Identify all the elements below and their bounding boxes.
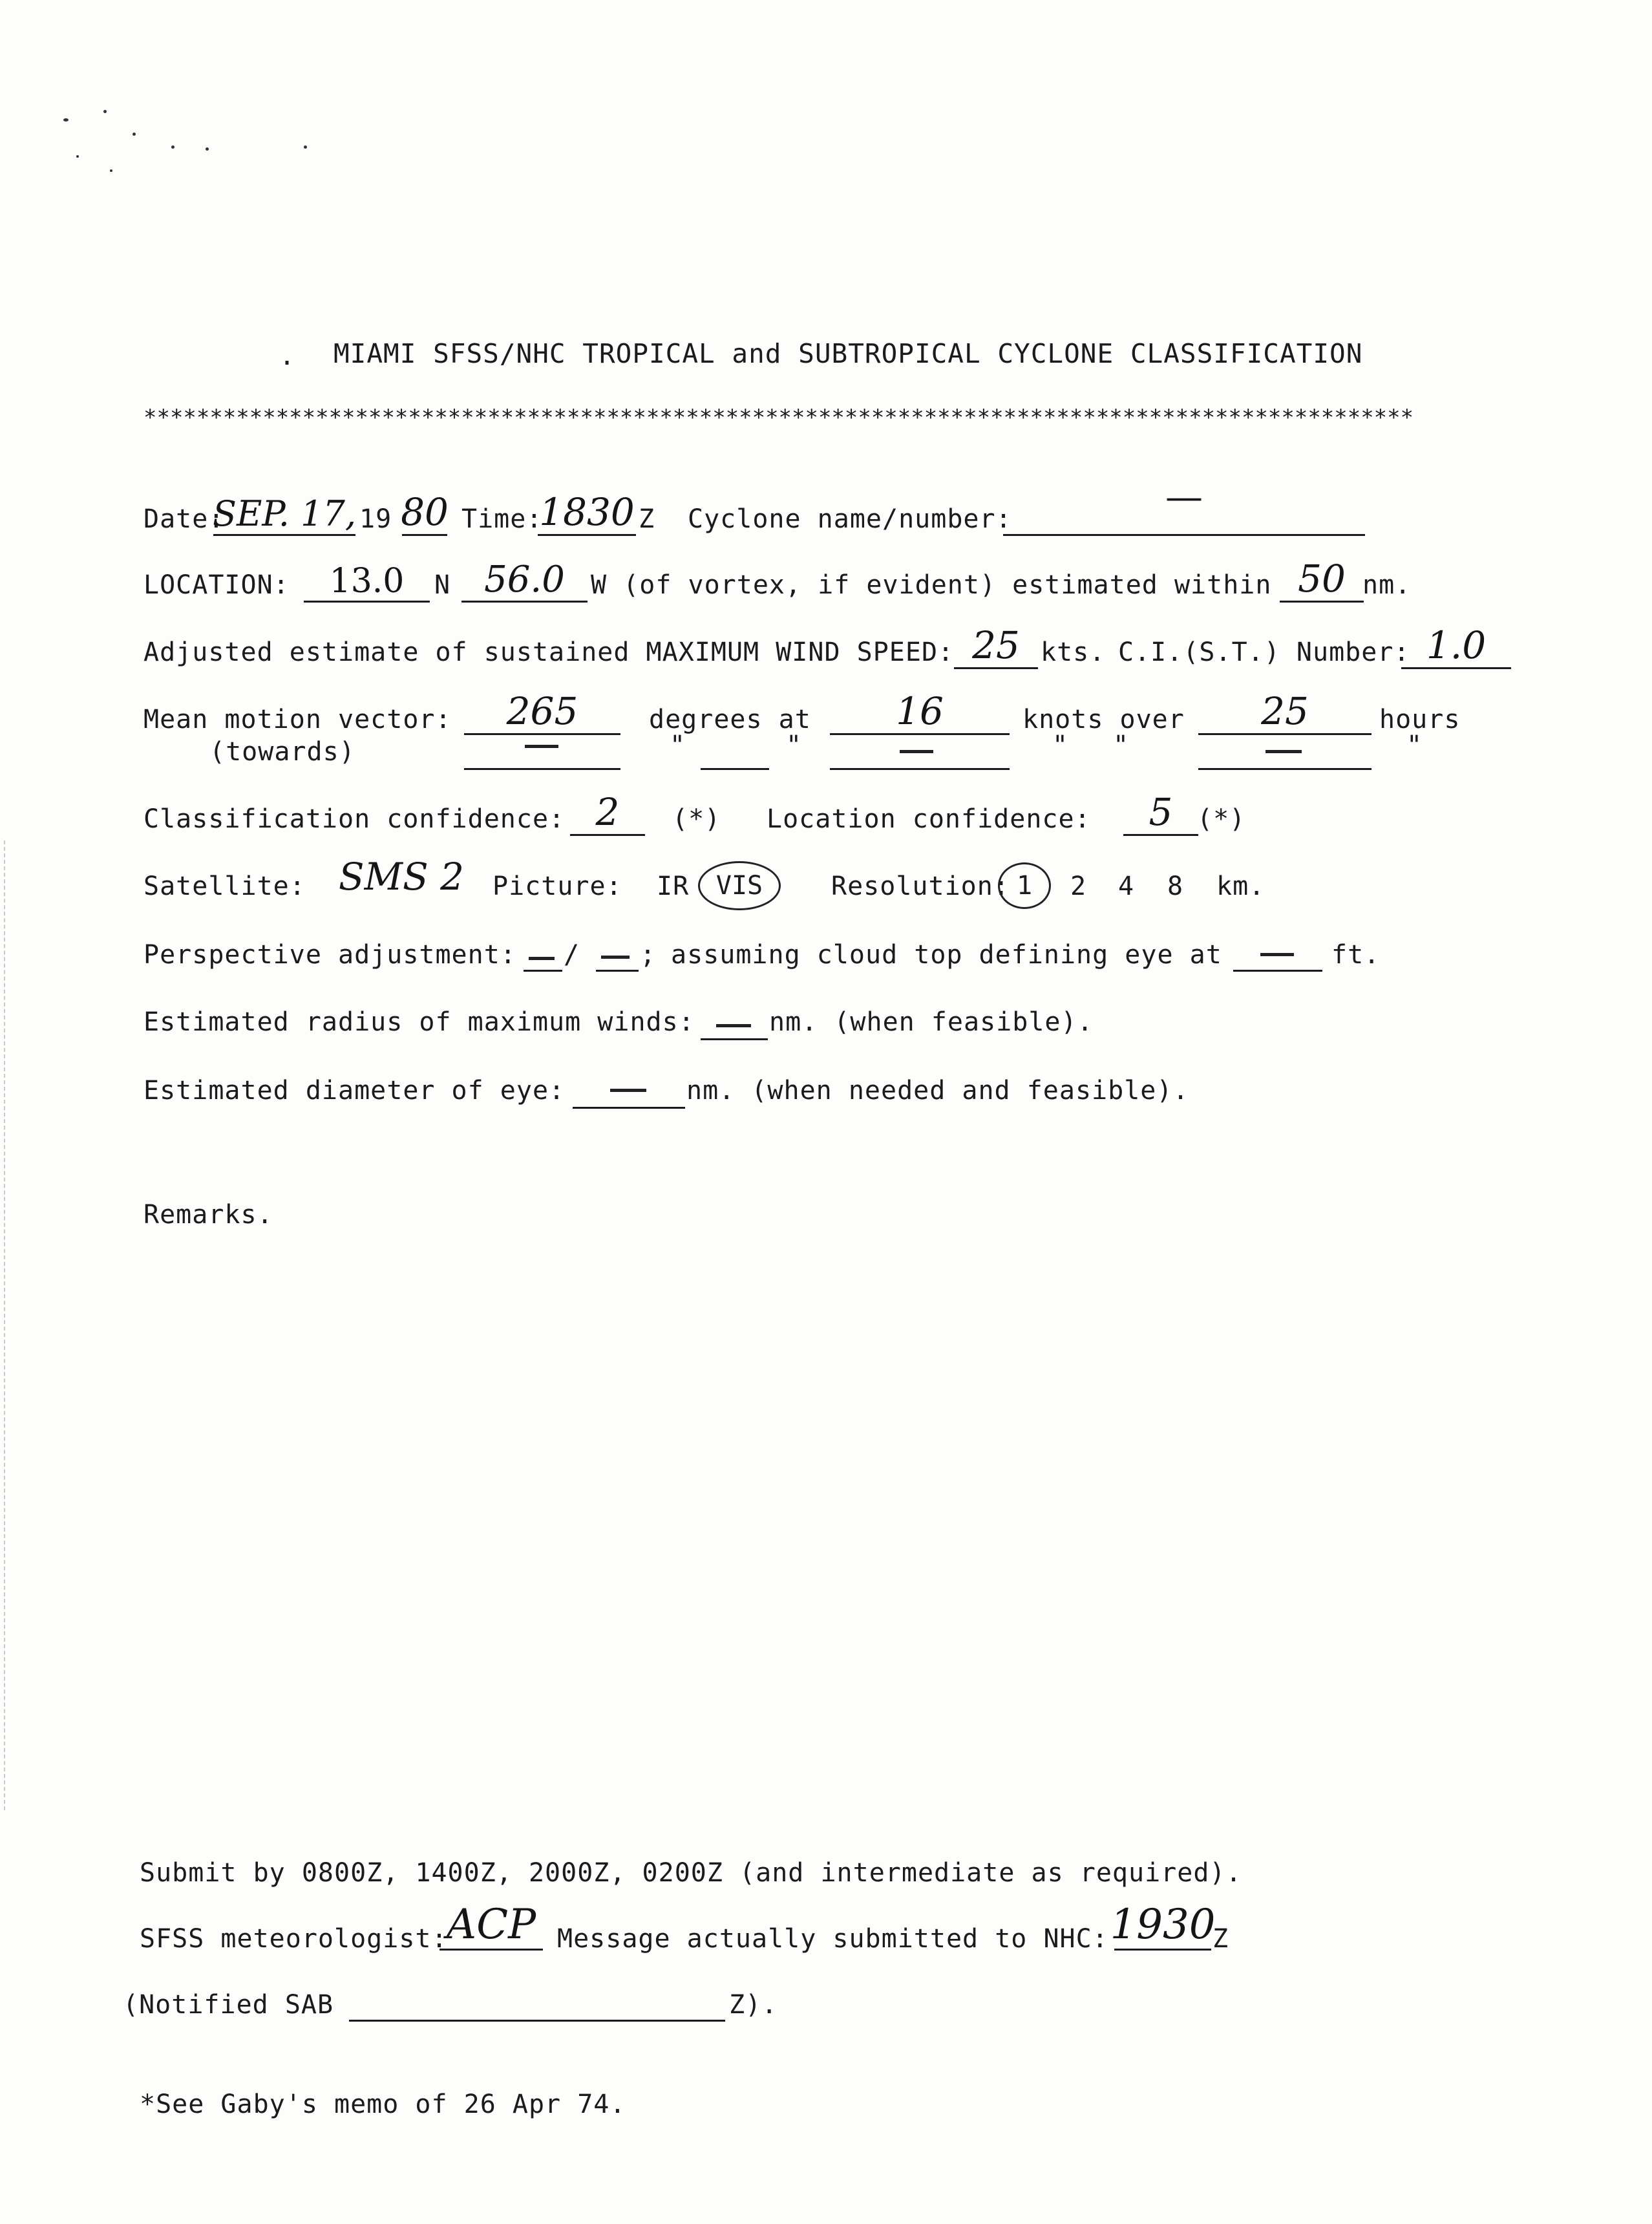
radius-dash — [716, 1024, 751, 1027]
location-asterisk: (*) — [1197, 804, 1246, 834]
form-title-dot: . — [279, 341, 296, 371]
wind-label: Adjusted estimate of sustained MAXIMUM WIND SPEED: — [143, 637, 955, 667]
perspective-slash: / — [564, 940, 580, 970]
time-field — [538, 490, 636, 536]
message-label: Message actually submitted to NHC: — [557, 1924, 1108, 1954]
cyclone-label: Cyclone name/number: — [688, 504, 1012, 534]
cloud-top-field — [1233, 970, 1322, 972]
page-speck — [206, 147, 209, 151]
cyclone-value: — — [1165, 475, 1203, 519]
diameter-field — [573, 1107, 685, 1109]
kts-label: kts. — [1041, 637, 1106, 667]
year-value: 80 — [401, 490, 449, 534]
diameter-label: Estimated diameter of eye: — [143, 1076, 566, 1106]
within-value: 50 — [1298, 557, 1346, 601]
motion-label: Mean motion vector: — [143, 705, 452, 734]
wind-speed-value: 25 — [972, 623, 1020, 667]
submit-instructions: Submit by 0800Z, 1400Z, 2000Z, 0200Z (and intermediate as required). — [140, 1858, 1242, 1888]
ditto-mark-2: " — [786, 731, 803, 760]
meteorologist-field — [439, 1901, 543, 1951]
resolution-1-circled — [998, 862, 1051, 909]
towards-hours-dash — [1265, 750, 1302, 753]
radius-field — [701, 1038, 768, 1040]
classification-confidence-field — [570, 790, 645, 836]
perspective-label: Perspective adjustment: — [143, 940, 516, 970]
cloud-top-dash — [1260, 953, 1294, 956]
towards-knots-line — [830, 768, 1010, 770]
location-confidence-label: Location confidence: — [767, 804, 1091, 834]
page-speck — [63, 118, 69, 122]
form-title: MIAMI SFSS/NHC TROPICAL and SUBTROPICAL CYCLONE CLASSIFICATION — [334, 338, 1363, 369]
motion-degrees-value: 265 — [506, 689, 578, 733]
page-speck — [132, 133, 136, 136]
classification-asterisk: (*) — [672, 804, 721, 834]
within-field — [1280, 559, 1364, 603]
page-speck — [103, 110, 107, 113]
ir-option: IR — [657, 871, 690, 901]
motion-knots-value: 16 — [896, 689, 944, 733]
motion-knots-field — [830, 689, 1010, 735]
cyclone-field — [1003, 475, 1365, 536]
remarks-label: Remarks. — [143, 1200, 273, 1230]
radius-tail: nm. (when feasible). — [769, 1007, 1094, 1037]
location-label: LOCATION: — [143, 570, 290, 600]
ditto-mark-5: " — [1406, 731, 1423, 760]
time-label: Time: — [461, 504, 543, 534]
motion-degrees-field — [464, 689, 620, 735]
towards-degrees-dash — [525, 745, 558, 748]
location-confidence-field — [1123, 790, 1198, 836]
vis-option: VIS — [715, 871, 763, 901]
time-value: 1830 — [539, 490, 635, 534]
ditto-line-1 — [701, 768, 769, 770]
perspective-dash-1 — [529, 957, 555, 960]
perspective-field-2 — [596, 970, 639, 972]
nhc-time-suffix: Z — [1213, 1924, 1229, 1954]
classification-confidence-value: 2 — [595, 790, 620, 834]
ditto-mark-3: " — [1052, 731, 1069, 760]
left-scan-edge — [4, 840, 5, 1810]
ci-label: C.I.(S.T.) Number: — [1118, 637, 1410, 667]
west-vortex-label: W (of vortex, if evident) estimated within — [591, 570, 1272, 600]
hours-label: hours — [1379, 705, 1461, 734]
towards-hours-line — [1198, 768, 1371, 770]
page-speck — [110, 169, 112, 172]
towards-degrees-line — [464, 768, 620, 770]
ditto-mark-1: " — [670, 731, 686, 760]
ci-number-field — [1401, 623, 1511, 669]
towards-knots-dash — [900, 750, 933, 753]
satellite-value: SMS 2 — [338, 855, 465, 899]
nhc-time-field — [1110, 1901, 1216, 1951]
notified-sab-field — [349, 2020, 725, 2022]
year-prefix: 19 — [359, 504, 392, 534]
picture-label: Picture: — [492, 871, 622, 901]
notified-sab-tail: Z). — [729, 1990, 778, 2020]
towards-label: (towards) — [209, 737, 355, 767]
within-unit: nm. — [1362, 570, 1412, 600]
page-speck — [171, 145, 175, 149]
satellite-label: Satellite: — [143, 871, 306, 901]
diameter-dash — [610, 1089, 646, 1092]
notified-sab-label: (Notified SAB — [123, 1990, 334, 2020]
perspective-semicolon: ; — [640, 940, 657, 970]
perspective-field-1 — [524, 970, 562, 972]
location-confidence-value: 5 — [1149, 790, 1173, 834]
longitude-value: 56.0 — [484, 559, 565, 601]
motion-hours-value: 25 — [1261, 689, 1309, 733]
meteorologist-value: ACP — [446, 1901, 536, 1949]
nhc-time-value: 1930 — [1110, 1901, 1216, 1949]
classification-confidence-label: Classification confidence: — [143, 804, 566, 834]
asterisk-divider: ************************************************************************************************ — [143, 405, 1414, 431]
degrees-at-label: degrees at — [649, 705, 811, 734]
wind-speed-field — [954, 623, 1038, 669]
latitude-field — [304, 559, 430, 603]
km-unit: km. — [1216, 871, 1265, 901]
cloud-top-label: assuming cloud top defining eye at — [671, 940, 1222, 970]
resolution-1: 1 — [1016, 871, 1033, 901]
page-speck — [304, 145, 307, 149]
perspective-dash-2 — [601, 956, 630, 959]
north-label: N — [434, 570, 451, 600]
resolution-label: Resolution: — [831, 871, 1010, 901]
longitude-field — [461, 559, 588, 603]
satellite-field — [314, 857, 489, 899]
date-label: Date: — [143, 504, 225, 534]
vis-option-circled — [698, 861, 781, 910]
page-speck — [76, 155, 79, 158]
resolution-4: 4 — [1118, 871, 1135, 901]
ditto-mark-4: " — [1113, 731, 1130, 760]
latitude-value: 13.0 — [329, 562, 405, 601]
motion-hours-field — [1198, 689, 1371, 735]
ci-number-value: 1.0 — [1426, 623, 1487, 667]
time-suffix: Z — [639, 504, 655, 534]
date-field — [213, 493, 355, 536]
date-value: SEP. 17, — [213, 493, 357, 534]
ft-unit: ft. — [1331, 940, 1381, 970]
meteorologist-label: SFSS meteorologist: — [140, 1924, 448, 1954]
resolution-8: 8 — [1167, 871, 1184, 901]
diameter-tail: nm. (when needed and feasible). — [686, 1076, 1189, 1106]
year-field — [401, 490, 449, 536]
footnote: *See Gaby's memo of 26 Apr 74. — [140, 2090, 626, 2119]
resolution-2: 2 — [1070, 871, 1087, 901]
knots-over-label: knots over — [1022, 705, 1185, 734]
radius-label: Estimated radius of maximum winds: — [143, 1007, 695, 1037]
